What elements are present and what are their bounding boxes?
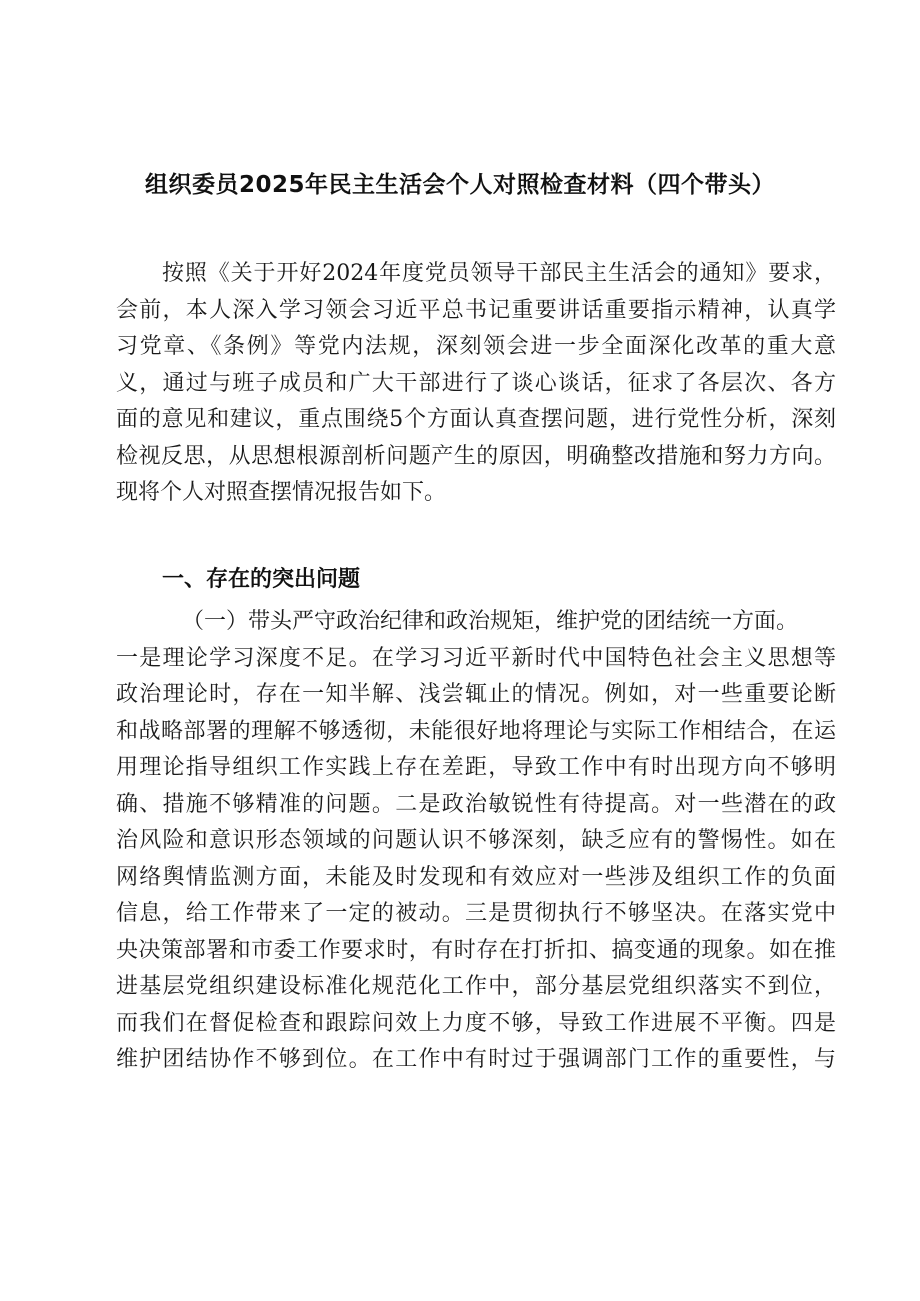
section-heading: 一、存在的突出问题 <box>162 567 361 592</box>
paragraph-line: 网络舆情监测方面，未能及时发现和有效应对一些涉及组织工作的负面 <box>116 864 836 890</box>
paragraph-line: （一）带头严守政治纪律和政治规矩，维护党的团结统一方面。 <box>182 609 799 634</box>
paragraph-line: 用理论指导组织工作实践上存在差距，导致工作中有时出现方向不够明 <box>116 755 836 780</box>
paragraph-line: 习党章、《条例》等党内法规，深刻领会进一步全面深化改革的重大意 <box>116 334 836 359</box>
paragraph-line: 政治理论时，存在一知半解、浅尝辄止的情况。例如，对一些重要论断 <box>116 682 836 707</box>
paragraph-line: 维护团结协作不够到位。在工作中有时过于强调部门工作的重要性，与 <box>116 1047 836 1072</box>
paragraph-line: 会前，本人深入学习领会习近平总书记重要讲话重要指示精神，认真学 <box>116 297 836 323</box>
paragraph-line: 而我们在督促检查和跟踪问效上力度不够，导致工作进展不平衡。四是 <box>116 1010 836 1036</box>
paragraph-line: 央决策部署和市委工作要求时，有时存在打折扣、搞变通的现象。如在推 <box>116 937 836 963</box>
paragraph-line: 一是理论学习深度不足。在学习习近平新时代中国特色社会主义思想等 <box>116 645 836 671</box>
paragraph-line: 检视反思，从思想根源剖析问题产生的原因，明确整改措施和努力方向。 <box>116 443 836 469</box>
paragraph-line: 和战略部署的理解不够透彻，未能很好地将理论与实际工作相结合，在运 <box>116 718 836 744</box>
intro-paragraph <box>116 256 836 512</box>
paragraph-line: 确、措施不够精准的问题。二是政治敏锐性有待提高。对一些潜在的政 <box>116 791 836 817</box>
paragraph-line: 面的意见和建议，重点围绕5个方面认真查摆问题，进行党性分析，深刻 <box>116 407 836 432</box>
section-paragraph <box>116 604 836 1079</box>
paragraph-line: 按照《关于开好2024年度党员领导干部民主生活会的通知》要求， <box>162 261 836 286</box>
paragraph-line: 现将个人对照查摆情况报告如下。 <box>116 480 447 505</box>
paragraph-line: 信息，给工作带来了一定的被动。三是贯彻执行不够坚决。在落实党中 <box>116 901 836 926</box>
paragraph-line: 义，通过与班子成员和广大干部进行了谈心谈话，征求了各层次、各方 <box>116 370 836 396</box>
paragraph-line: 治风险和意识形态领域的问题认识不够深刻，缺乏应有的警惕性。如在 <box>116 828 836 853</box>
paragraph-line: 进基层党组织建设标准化规范化工作中，部分基层党组织落实不到位， <box>116 974 836 999</box>
document-title: 组织委员2025年民主生活会个人对照检查材料（四个带头） <box>144 172 775 198</box>
